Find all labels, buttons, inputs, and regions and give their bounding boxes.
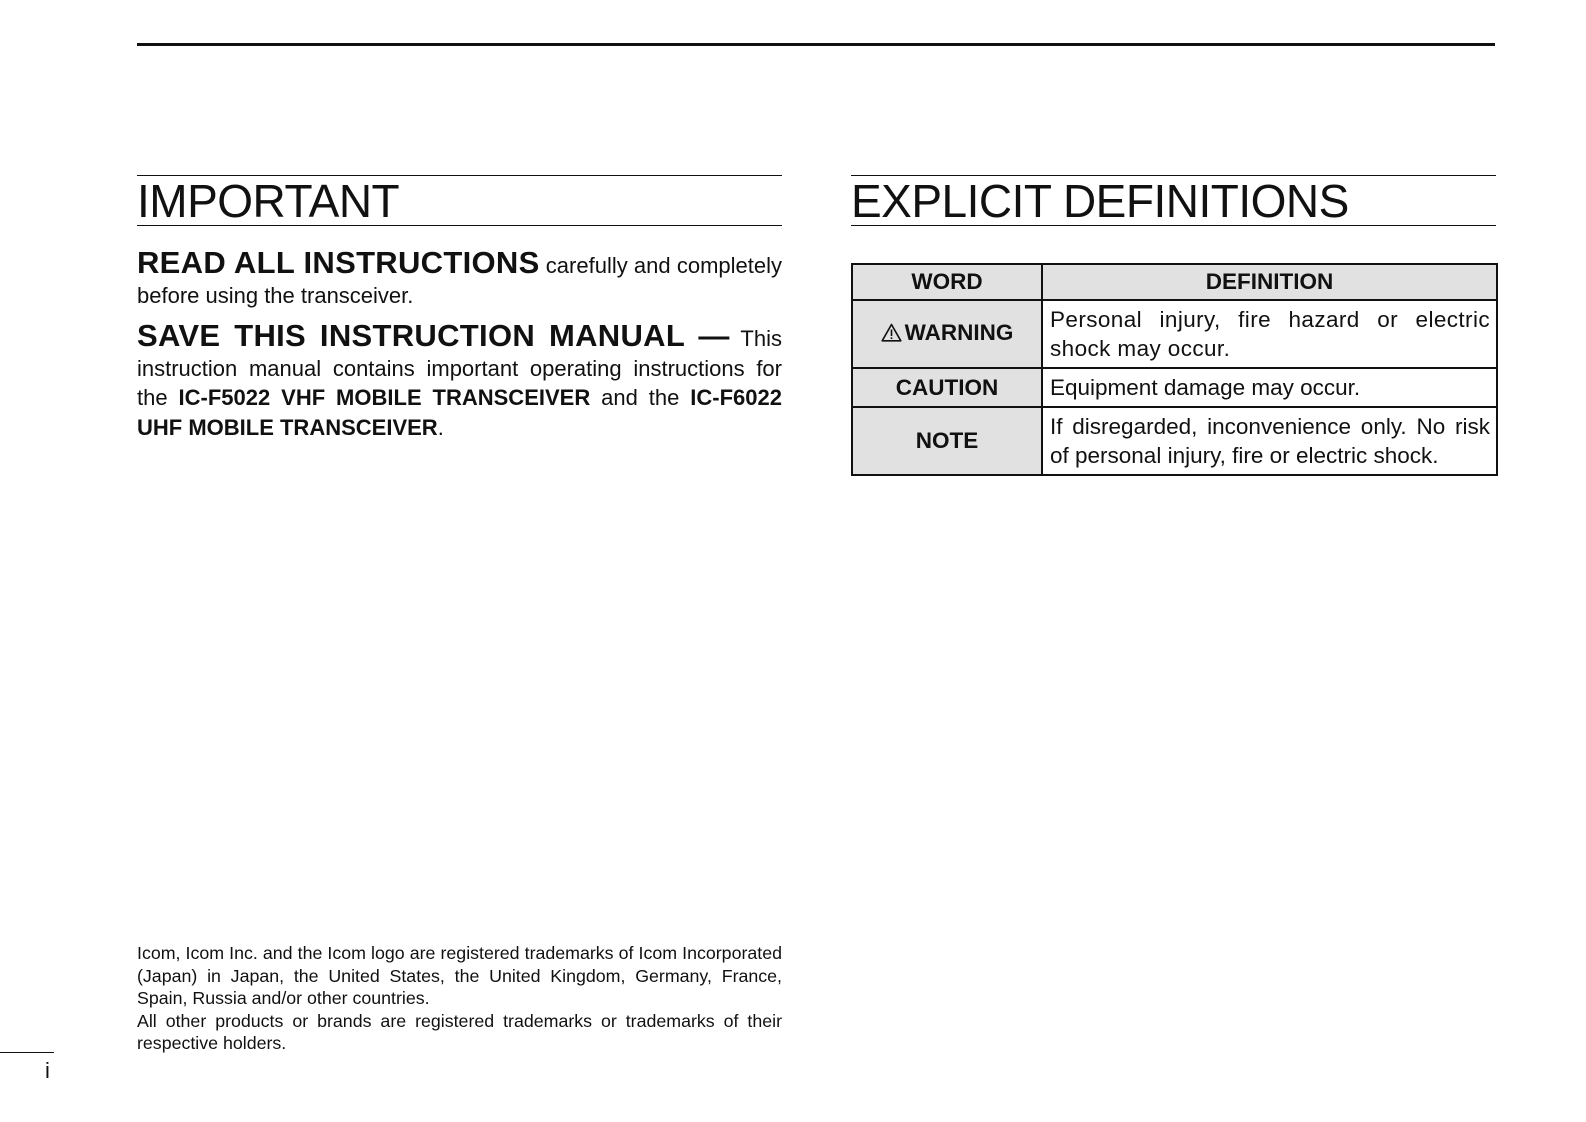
word-label: WARNING xyxy=(904,320,1014,345)
definition-cell: Personal injury, fire hazard or electric shock may occur. xyxy=(1042,300,1497,368)
trademark-line-1: Icom, Icom Inc. and the Icom logo are registered trademarks of Icom Incorporated (Japan) in Japan, the United States, the United Kingdom, Germany, France, Spain, Russia and/or other countries. xyxy=(137,943,782,1008)
table-row xyxy=(852,300,1497,368)
save-manual-text: This instruction manual contains important operating instructions for the xyxy=(137,326,782,410)
read-instructions-paragraph xyxy=(137,245,782,310)
table-row xyxy=(852,407,1497,475)
important-title: IMPORTANT xyxy=(137,175,782,226)
trademark-line-2: All other products or brands are registered trademarks or trademarks of their respective holders. xyxy=(137,1010,782,1053)
warning-triangle-icon xyxy=(881,322,902,348)
save-manual-paragraph xyxy=(137,318,782,442)
definition-cell: If disregarded, inconvenience only. No risk of personal injury, fire or electric shock. xyxy=(1042,407,1497,475)
read-instructions-text: carefully and completely before using the transceiver. xyxy=(137,253,782,308)
word-cell xyxy=(852,407,1042,475)
table-header-row xyxy=(852,264,1497,300)
save-manual-lead: SAVE THIS INSTRUCTION MANUAL — xyxy=(137,318,730,353)
definitions-table xyxy=(851,263,1498,476)
trademark-notice xyxy=(137,942,782,1055)
definitions-title: EXPLICIT DEFINITIONS xyxy=(851,175,1496,226)
table-row xyxy=(852,368,1497,407)
save-manual-end: . xyxy=(437,414,444,440)
word-label: CAUTION xyxy=(895,374,999,400)
page-number-rule xyxy=(0,1052,54,1053)
col-definition-header: DEFINITION xyxy=(1042,264,1497,300)
save-manual-and: and the xyxy=(590,385,691,410)
word-cell xyxy=(852,368,1042,407)
word-cell xyxy=(852,300,1042,368)
top-rule xyxy=(137,43,1495,46)
col-word-header: WORD xyxy=(852,264,1042,300)
word-label: NOTE xyxy=(915,428,979,453)
page-number: i xyxy=(45,1058,50,1083)
definitions-section xyxy=(851,175,1496,476)
read-instructions-lead: READ ALL INSTRUCTIONS xyxy=(137,245,540,280)
important-section xyxy=(137,175,782,442)
model-vhf: IC-F5022 VHF MOBILE TRANSCEIVER xyxy=(178,385,591,410)
model-uhf: IC-F6022 UHF MOBILE TRANSCEIVER xyxy=(137,385,782,440)
definition-cell: Equipment damage may occur. xyxy=(1042,368,1497,407)
